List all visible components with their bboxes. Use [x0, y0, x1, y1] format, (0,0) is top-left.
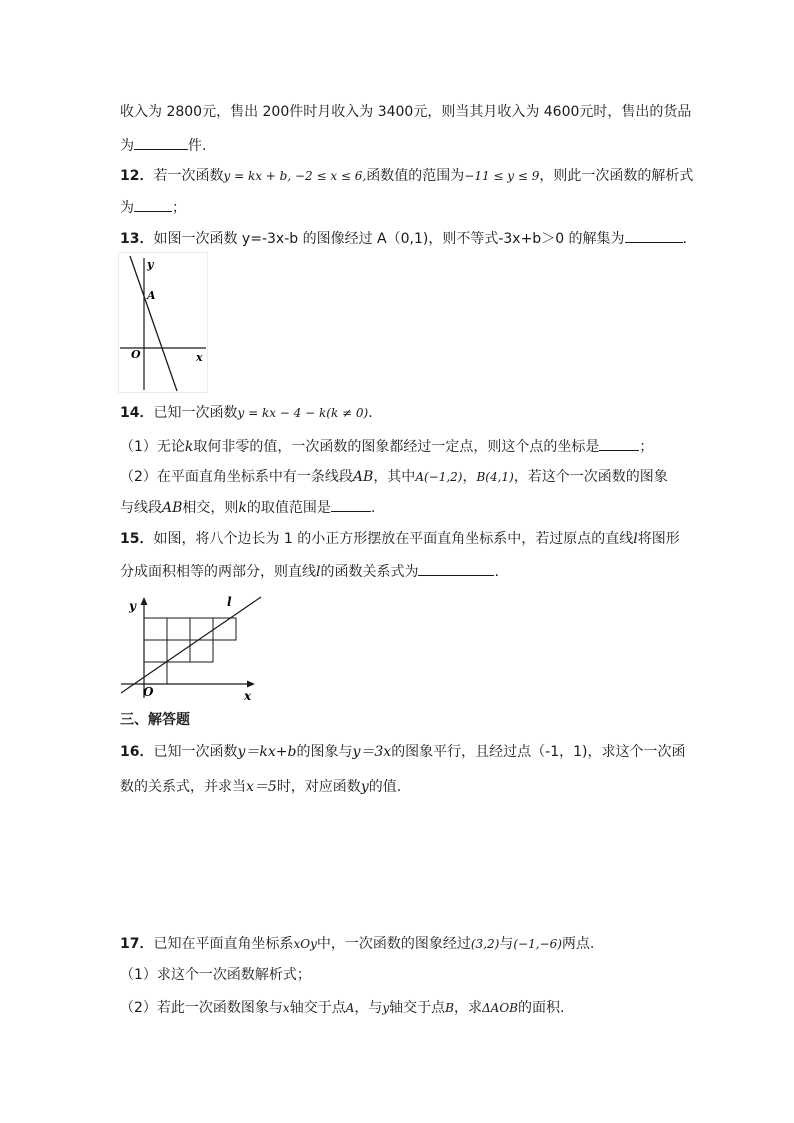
q17-line1: 17．已知在平面直角坐标系xOy中，一次函数的图象经过(3,2)与(−1,−6)两点. — [120, 936, 595, 952]
math-expression: y = kx + b, −2 ≤ x ≤ 6, — [223, 169, 367, 183]
origin-label: O — [143, 685, 154, 699]
question-number: 15． — [120, 531, 154, 547]
q11-line2: 为 件. — [120, 135, 206, 156]
q12-line2: 为 ； — [120, 197, 186, 218]
q15-figure — [118, 592, 268, 704]
q14-part2-cont: 与线段AB相交，则k的取值范围是 . — [120, 497, 375, 518]
q15-line1: 15．如图，将八个边长为 1 的小正方形摆放在平面直角坐标系中，若过原点的直线l将图形 — [120, 531, 680, 547]
figure-frame — [119, 253, 208, 393]
q17-part2: （2）若此一次函数图象与x轴交于点A，与y轴交于点B，求ΔAOB的面积. — [120, 1000, 565, 1016]
answer-blank — [625, 228, 683, 243]
x-axis-label: x — [196, 351, 203, 364]
y-axis-label: y — [147, 258, 154, 271]
function-line — [130, 256, 177, 391]
answer-blank — [134, 197, 172, 212]
line-l — [121, 597, 261, 693]
q16-line2: 数的关系式，并求当x＝5时，对应函数y的值. — [120, 779, 402, 795]
q14-part1: （1）无论k取何非零的值，一次函数的图象都经过一定点，则这个点的坐标是 ； — [120, 436, 653, 457]
q13-line1: 13．如图一次函数 y=-3x-b 的图像经过 A（0,1)，则不等式-3x+b＞0 的解集为 . — [120, 228, 687, 249]
unit-square — [144, 618, 167, 640]
q14-part2: （2）在平面直角坐标系中有一条线段AB，其中A(−1,2)，B(4,1)，若这个一次函数的图象 — [120, 469, 668, 485]
unit-square — [144, 640, 167, 662]
answer-blank — [418, 561, 494, 576]
q17-part1: （1）求这个一次函数解析式； — [120, 967, 311, 983]
x-axis-arrow-icon — [247, 681, 255, 688]
line-l-label: l — [227, 595, 232, 609]
q15-line2: 分成面积相等的两部分，则直线l的函数关系式为 . — [120, 561, 499, 582]
q13-figure — [118, 252, 210, 395]
q11-text: 收入为 2800元，售出 200件时月收入为 3400元，则当其月收入为 4600元时，售出的货品 — [120, 104, 692, 120]
unit-square — [213, 618, 236, 640]
answer-blank — [134, 135, 188, 150]
question-number: 14． — [120, 405, 154, 421]
x-axis-label: x — [244, 689, 252, 703]
point-a-label: A — [147, 289, 156, 302]
q11-line1 — [120, 102, 691, 122]
question-number: 17． — [120, 936, 154, 952]
unit-square — [144, 662, 167, 684]
question-number: 16． — [120, 744, 154, 760]
q16-line1: 16．已知一次函数y＝kx+b的图象与y＝3x的图象平行，且经过点（-1，1)，求这个一次函 — [120, 744, 686, 760]
answer-blank — [599, 436, 639, 451]
section-heading: 三、解答题 — [120, 712, 190, 728]
answer-blank — [331, 497, 371, 512]
y-axis-arrow-icon — [141, 597, 148, 605]
math-expression: y = kx − 4 − k(k ≠ 0) — [237, 406, 369, 420]
unit-square — [167, 618, 190, 640]
q14-line1: 14．已知一次函数y = kx − 4 − k(k ≠ 0). — [120, 405, 373, 421]
unit-squares — [144, 618, 236, 684]
q12-line1: 12．若一次函数y = kx + b, −2 ≤ x ≤ 6,函数值的范围为−11 ≤ y ≤ 9，则此一次函数的解析式 — [120, 168, 694, 184]
question-number: 13． — [120, 231, 154, 247]
math-expression: −11 ≤ y ≤ 9 — [464, 169, 540, 183]
y-axis-label: y — [129, 599, 136, 613]
unit-square — [190, 618, 213, 640]
question-number: 12． — [120, 168, 154, 184]
origin-label: O — [131, 348, 141, 361]
